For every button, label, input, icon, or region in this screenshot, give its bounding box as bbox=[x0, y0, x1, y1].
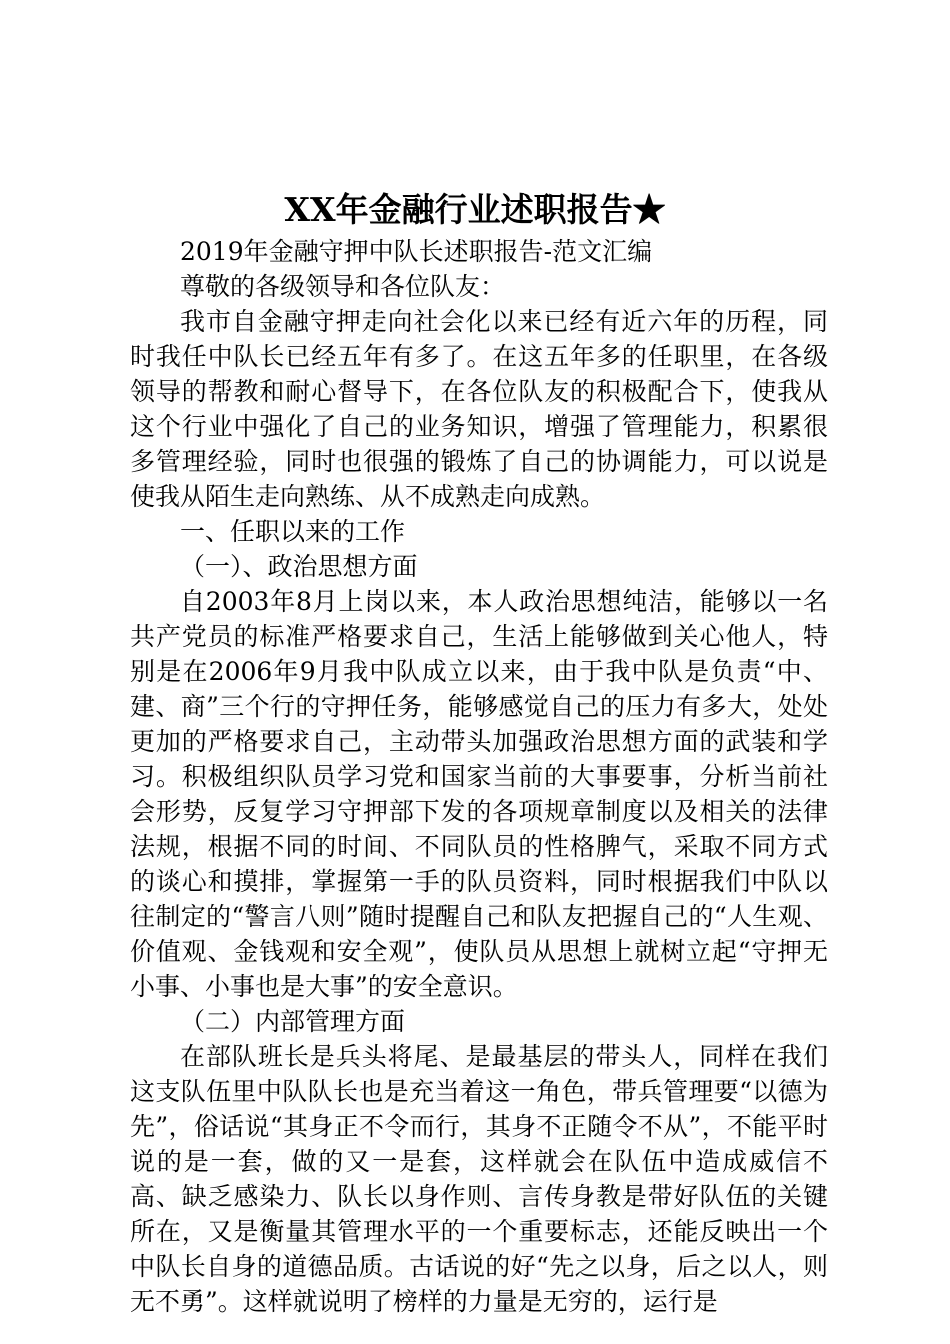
subtitle-line: 2019年金融守押中队长述职报告-范文汇编 bbox=[180, 237, 653, 266]
subsection-heading: （二）内部管理方面 bbox=[180, 1007, 406, 1036]
body-paragraph: 我市自金融守押走向社会化以来已经有近六年的历程，同时我任中队长已经五年有多了。在这五年多的任职里，在各级领导的帮教和耐心督导下，在各位队友的积极配合下，使我从这个行业中强化了自己的业务知识，增强了管理能力，积累很多管理经验，同时也很强的锻炼了自己的协调能力，可以说是使我从陌生走向熟练、从不成熟走向成熟。 bbox=[130, 307, 828, 511]
body-paragraph: 在部队班长是兵头将尾、是最基层的带头人，同样在我们这支队伍里中队队长也是充当着这一角色，带兵管理要“以德为先”，俗话说“其身正不令而行，其身不正随令不从”，不能平时说的是一套，做的又一是套，这样就会在队伍中造成威信不高、缺乏感染力、队长以身作则、言传身教是带好队伍的关键所在，又是衡量其管理水平的一个重要标志，还能反映出一个中队长自身的道德品质。古话说的好“先之以身，后之以人，则无不勇”。这样就说明了榜样的力量是无穷的，运行是 bbox=[130, 1042, 828, 1316]
document-body bbox=[130, 234, 828, 1319]
section-heading: 一、任职以来的工作 bbox=[180, 517, 406, 546]
salutation: 尊敬的各级领导和各位队友： bbox=[180, 272, 506, 301]
subsection-heading: （一）、政治思想方面 bbox=[180, 552, 418, 581]
body-paragraph: 自2003年8月上岗以来，本人政治思想纯洁，能够以一名共产党员的标准严格要求自己，生活上能够做到关心他人，特别是在2006年9月我中队成立以来，由于我中队是负责“中、建、商”三个行的守押任务，能够感觉自己的压力有多大，处处更加的严格要求自己，主动带头加强政治思想方面的武装和学习。积极组织队员学习党和国家当前的大事要事，分析当前社会形势，反复学习守押部下发的各项规章制度以及相关的法律法规，根据不同的时间、不同队员的性格脾气，采取不同方式的谈心和摸排，掌握第一手的队员资料，同时根据我们中队以往制定的“警言八则”随时提醒自己和队友把握自己的“人生观、价值观、金钱观和安全观”，使队员从思想上就树立起“守押无小事、小事也是大事”的安全意识。 bbox=[130, 587, 828, 1001]
document-title: XX年金融行业述职报告★ bbox=[284, 190, 666, 229]
